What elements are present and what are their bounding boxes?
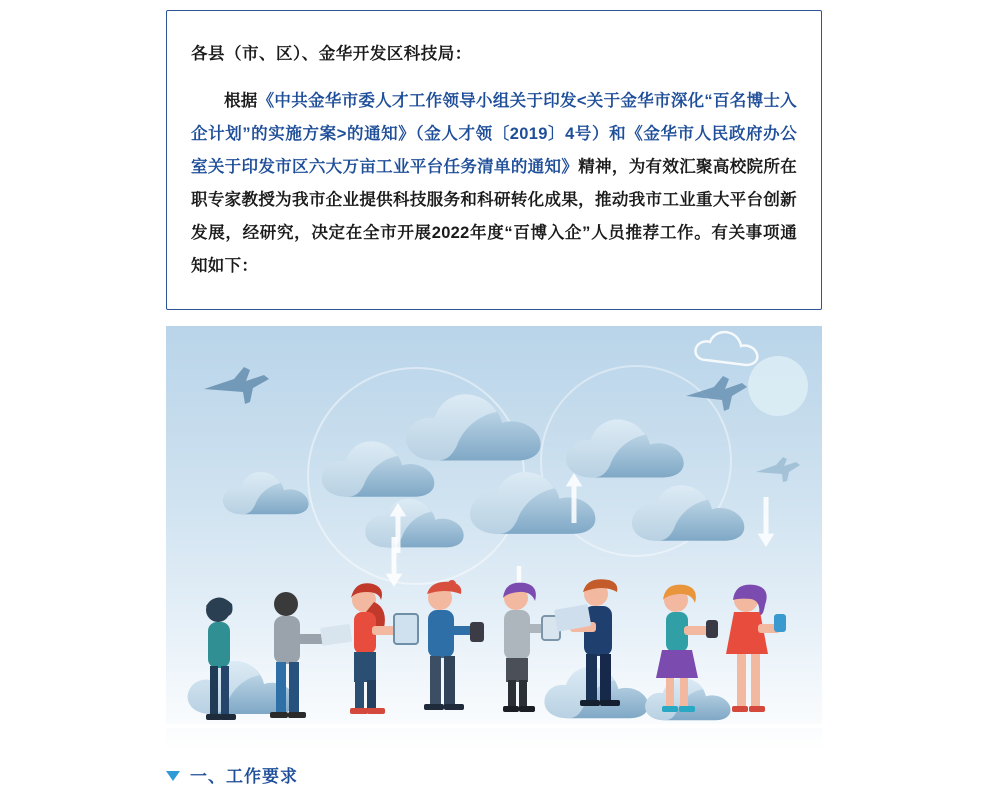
notice-box	[166, 10, 822, 310]
triangle-down-icon	[166, 771, 180, 781]
section-heading	[166, 762, 298, 787]
notice-body-tail: 精神，为有效汇聚高校院所在职专家教授为我市企业提供科技服务和科研转化成果，推动我市工业重大平台创新发展，经研究，决定在全市开展2022年度“百博入企”人员推荐工作。有关事项通知如下：	[191, 158, 797, 276]
cloud-people-illustration	[166, 326, 822, 752]
section-heading-label: 一、工作要求	[190, 767, 298, 786]
notice-addressee: 各县（市、区）、金华开发区科技局：	[191, 45, 472, 63]
notice-body-lead: 根据	[224, 92, 258, 111]
notice-body-citation: 《中共金华市委人才工作领导小组关于印发<关于金华市深化“百名博士入企计划”的实施方案>的通知》（金人才领〔2019〕4号）和《金华市人民政府办公室关于印发市区六大万亩工业平台任务清单的通知》	[191, 92, 797, 177]
notice-body	[191, 85, 797, 283]
illustration-svg	[166, 326, 822, 752]
